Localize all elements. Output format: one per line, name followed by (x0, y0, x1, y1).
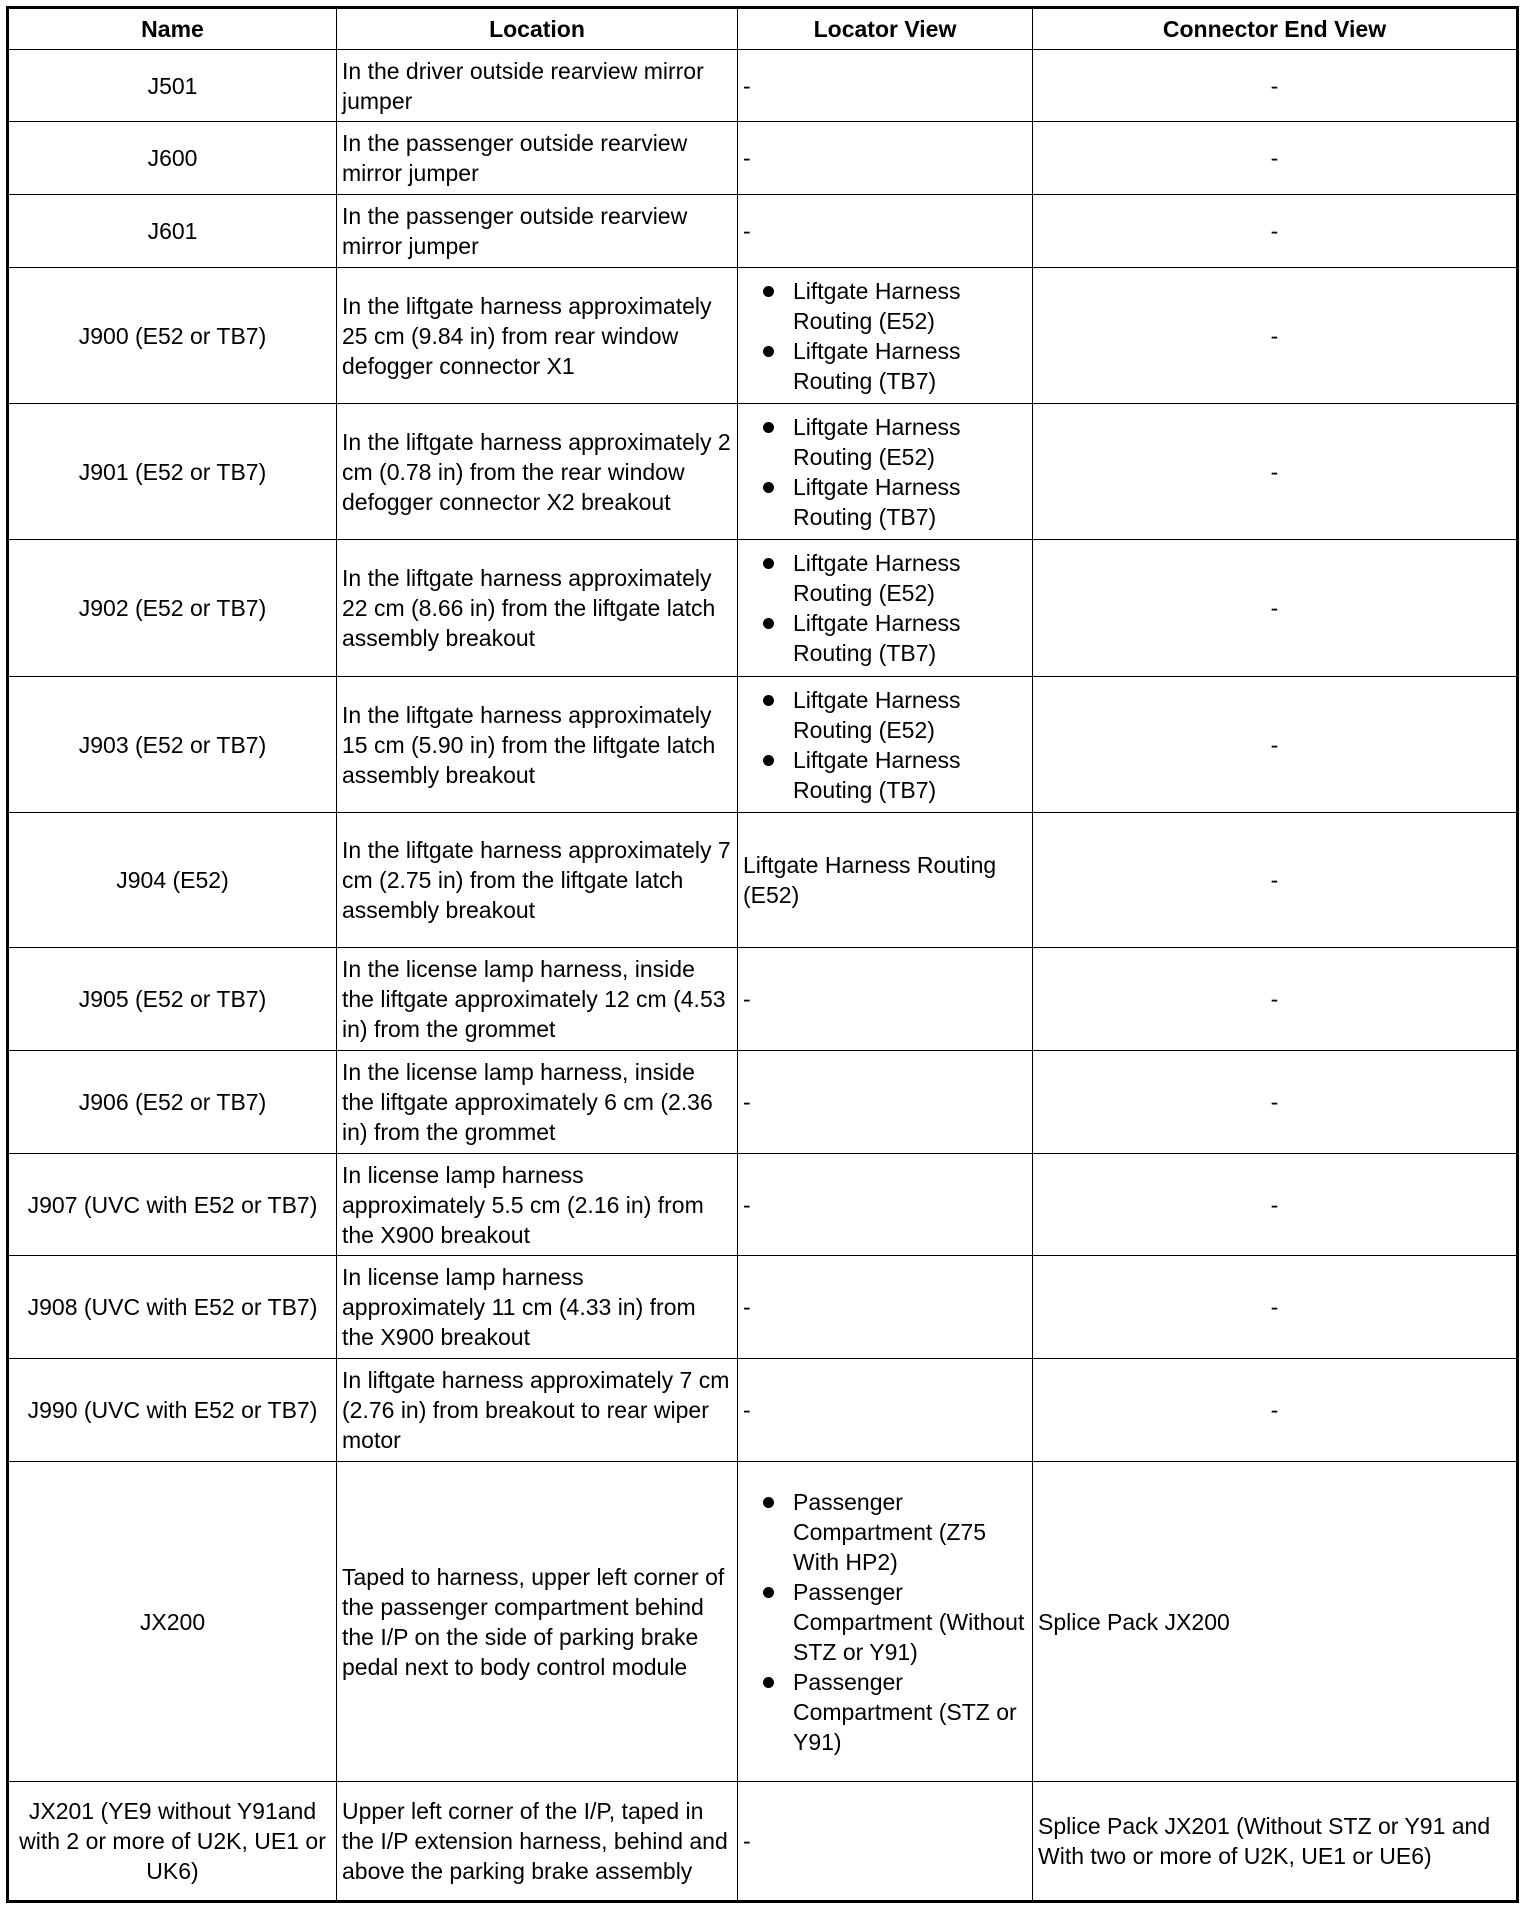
table-row (8, 677, 1518, 813)
splice-name-cell: J902 (E52 or TB7) (8, 540, 337, 677)
location-cell: Upper left corner of the I/P, taped in the I/P extension harness, behind and above the parking brake assembly (337, 1782, 738, 1902)
location-cell: Taped to harness, upper left corner of the passenger compartment behind the I/P on the side of parking brake pedal next to body control module (337, 1462, 738, 1782)
locator-view-cell: - (738, 1782, 1033, 1902)
locator-link[interactable]: Liftgate Harness Routing (E52) (743, 412, 1027, 472)
connector-end-view-cell: - (1033, 948, 1518, 1051)
connector-end-view-cell: - (1033, 1154, 1518, 1256)
locator-view-cell[interactable]: Liftgate Harness Routing (E52) (738, 813, 1033, 948)
connector-end-view-cell[interactable]: Splice Pack JX200 (1033, 1462, 1518, 1782)
locator-link[interactable]: Liftgate Harness Routing (E52) (743, 548, 1027, 608)
table-row (8, 813, 1518, 948)
connector-end-view-cell: - (1033, 195, 1518, 268)
connector-end-view-cell: - (1033, 677, 1518, 813)
locator-view-cell: - (738, 1051, 1033, 1154)
connector-end-view-cell: - (1033, 813, 1518, 948)
locator-view-cell: - (738, 195, 1033, 268)
locator-link[interactable]: Liftgate Harness Routing (E52) (743, 276, 1027, 336)
header-location: Location (337, 8, 738, 50)
table-row (8, 122, 1518, 195)
table-row (8, 1256, 1518, 1359)
table-row (8, 1462, 1518, 1782)
table-row (8, 404, 1518, 540)
splice-name-cell: J600 (8, 122, 337, 195)
locator-link[interactable]: Passenger Compartment (Without STZ or Y91) (743, 1577, 1027, 1667)
locator-link-list (743, 685, 1027, 805)
locator-view-cell (738, 540, 1033, 677)
locator-view-cell: - (738, 1154, 1033, 1256)
header-locator-view: Locator View (738, 8, 1033, 50)
splice-name-cell: J906 (E52 or TB7) (8, 1051, 337, 1154)
splice-name-cell: J907 (UVC with E52 or TB7) (8, 1154, 337, 1256)
splice-name-cell: J905 (E52 or TB7) (8, 948, 337, 1051)
location-cell: In the liftgate harness approximately 7 cm (2.75 in) from the liftgate latch assembly breakout (337, 813, 738, 948)
connector-end-view-cell: - (1033, 404, 1518, 540)
splice-name-cell: J904 (E52) (8, 813, 337, 948)
location-cell: In the liftgate harness approximately 2 cm (0.78 in) from the rear window defogger connector X2 breakout (337, 404, 738, 540)
connector-end-view-cell: - (1033, 1256, 1518, 1359)
table-row (8, 540, 1518, 677)
table-row (8, 1359, 1518, 1462)
connector-end-view-cell: - (1033, 540, 1518, 677)
locator-link[interactable]: Liftgate Harness Routing (TB7) (743, 745, 1027, 805)
locator-link-list (743, 412, 1027, 532)
connector-end-view-cell: - (1033, 122, 1518, 195)
table-row (8, 50, 1518, 122)
locator-link[interactable]: Liftgate Harness Routing (TB7) (743, 336, 1027, 396)
locator-link[interactable]: Passenger Compartment (STZ or Y91) (743, 1667, 1027, 1757)
locator-view-cell: - (738, 50, 1033, 122)
splice-name-cell: J908 (UVC with E52 or TB7) (8, 1256, 337, 1359)
connector-end-view-cell: - (1033, 1359, 1518, 1462)
header-name: Name (8, 8, 337, 50)
table-row (8, 268, 1518, 404)
splice-name-cell: J903 (E52 or TB7) (8, 677, 337, 813)
location-cell: In liftgate harness approximately 7 cm (2.76 in) from breakout to rear wiper motor (337, 1359, 738, 1462)
table-row (8, 1051, 1518, 1154)
locator-view-cell: - (738, 1359, 1033, 1462)
header-connector-end-view: Connector End View (1033, 8, 1518, 50)
locator-view-cell (738, 268, 1033, 404)
locator-link[interactable]: Liftgate Harness Routing (E52) (743, 685, 1027, 745)
connector-end-view-cell: - (1033, 50, 1518, 122)
table-row (8, 948, 1518, 1051)
table-row (8, 1782, 1518, 1902)
location-cell: In license lamp harness approximately 11 cm (4.33 in) from the X900 breakout (337, 1256, 738, 1359)
locator-link[interactable]: Liftgate Harness Routing (TB7) (743, 608, 1027, 668)
location-cell: In the passenger outside rearview mirror jumper (337, 122, 738, 195)
table-row (8, 195, 1518, 268)
location-cell: In the liftgate harness approximately 15 cm (5.90 in) from the liftgate latch assembly breakout (337, 677, 738, 813)
locator-view-cell: - (738, 122, 1033, 195)
location-cell: In the passenger outside rearview mirror jumper (337, 195, 738, 268)
table-row (8, 1154, 1518, 1256)
locator-link-list (743, 1487, 1027, 1757)
locator-link[interactable]: Passenger Compartment (Z75 With HP2) (743, 1487, 1027, 1577)
splice-name-cell: JX200 (8, 1462, 337, 1782)
locator-view-cell: - (738, 948, 1033, 1051)
location-cell: In the liftgate harness approximately 25 cm (9.84 in) from rear window defogger connector X1 (337, 268, 738, 404)
locator-view-cell (738, 404, 1033, 540)
header-row (8, 8, 1518, 50)
splice-name-cell: J990 (UVC with E52 or TB7) (8, 1359, 337, 1462)
connector-end-view-cell[interactable]: Splice Pack JX201 (Without STZ or Y91 and With two or more of U2K, UE1 or UE6) (1033, 1782, 1518, 1902)
splice-name-cell: J901 (E52 or TB7) (8, 404, 337, 540)
splice-name-cell: J900 (E52 or TB7) (8, 268, 337, 404)
locator-link[interactable]: Liftgate Harness Routing (TB7) (743, 472, 1027, 532)
location-cell: In license lamp harness approximately 5.5 cm (2.16 in) from the X900 breakout (337, 1154, 738, 1256)
connector-end-view-cell: - (1033, 268, 1518, 404)
location-cell: In the license lamp harness, inside the liftgate approximately 6 cm (2.36 in) from the grommet (337, 1051, 738, 1154)
splice-name-cell: J601 (8, 195, 337, 268)
locator-view-cell (738, 1462, 1033, 1782)
location-cell: In the liftgate harness approximately 22 cm (8.66 in) from the liftgate latch assembly breakout (337, 540, 738, 677)
splice-name-cell: J501 (8, 50, 337, 122)
location-cell: In the driver outside rearview mirror jumper (337, 50, 738, 122)
splice-name-cell: JX201 (YE9 without Y91and with 2 or more of U2K, UE1 or UK6) (8, 1782, 337, 1902)
locator-view-cell (738, 677, 1033, 813)
splice-location-table (6, 6, 1519, 1903)
locator-view-cell: - (738, 1256, 1033, 1359)
connector-end-view-cell: - (1033, 1051, 1518, 1154)
locator-link-list (743, 276, 1027, 396)
locator-link-list (743, 548, 1027, 668)
location-cell: In the license lamp harness, inside the liftgate approximately 12 cm (4.53 in) from the grommet (337, 948, 738, 1051)
